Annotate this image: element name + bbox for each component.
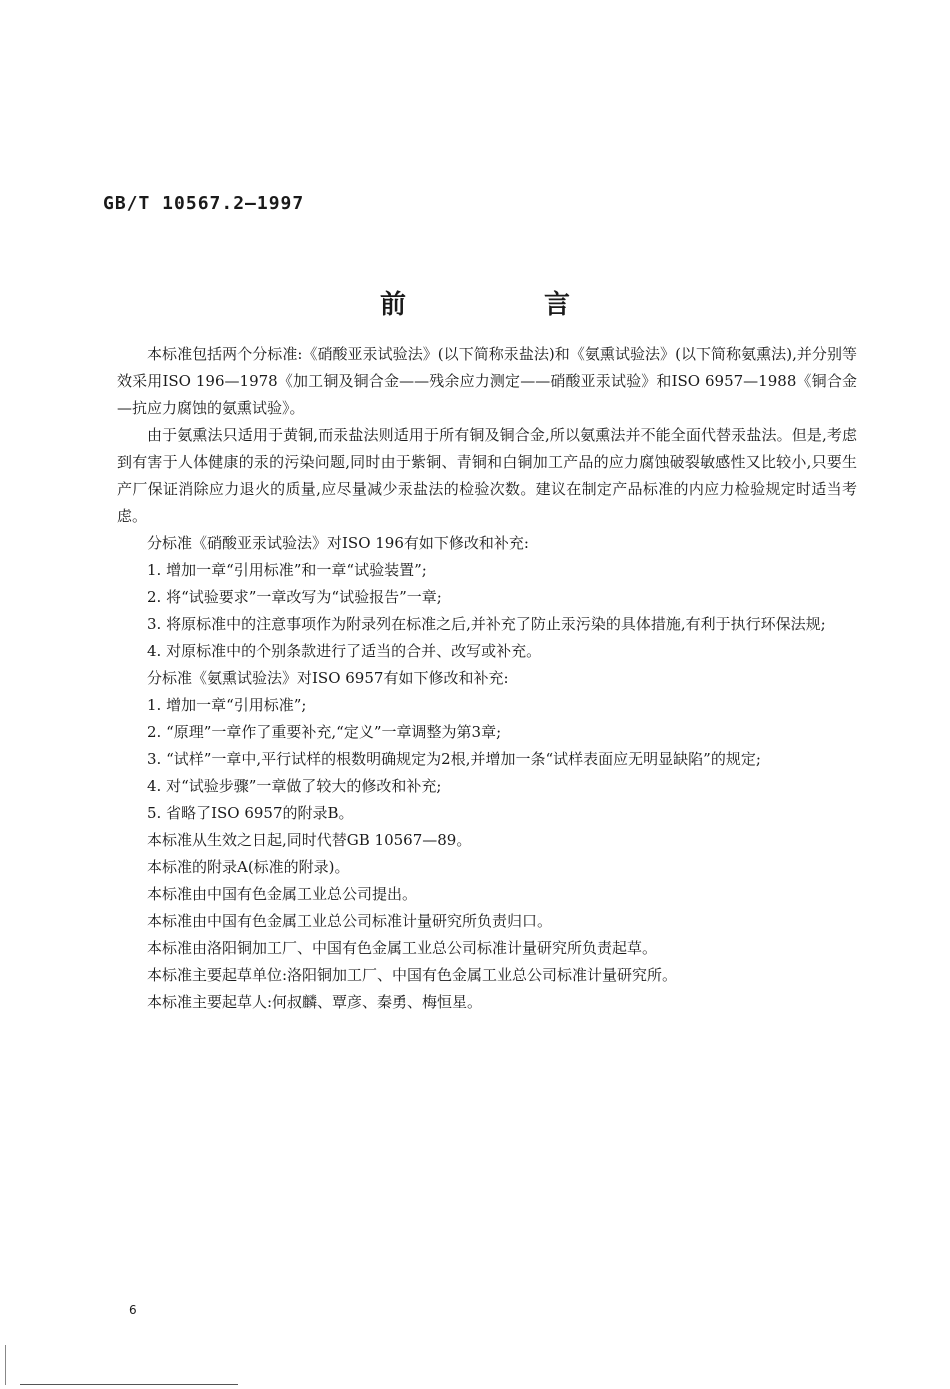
paragraph: 本标准包括两个分标准:《硝酸亚汞试验法》(以下简称汞盐法)和《氨熏试验法》(以下简称氨熏法),并分别等效采用ISO 196—1978《加工铜及铜合金——残余应力测定——硝酸亚汞试验》和ISO 6957—1988《铜合金—抗应力腐蚀的氨熏试验》。 <box>117 345 857 417</box>
paragraph: 本标准由中国有色金属工业总公司提出。 <box>147 885 418 903</box>
paragraph: 本标准由洛阳铜加工厂、中国有色金属工业总公司标准计量研究所负责起草。 <box>147 939 658 957</box>
list-item: 1. 增加一章“引用标准”; <box>147 696 307 714</box>
paragraph: 由于氨熏法只适用于黄铜,而汞盐法则适用于所有铜及铜合金,所以氨熏法并不能全面代替汞盐法。但是,考虑到有害于人体健康的汞的污染问题,同时由于紫铜、青铜和白铜加工产品的应力腐蚀破裂敏感性又比较小,只要生产厂保证消除应力退火的质量,应尽量减少汞盐法的检验次数。建议在制定产品标准的内应力检验规定时适当考虑。 <box>117 426 857 525</box>
scan-edge-line <box>20 1384 238 1385</box>
list-item: 1. 增加一章“引用标准”和一章“试验装置”; <box>147 561 427 579</box>
list-item: 2. “原理”一章作了重要补充,“定义”一章调整为第3章; <box>147 723 502 741</box>
paragraph: 本标准从生效之日起,同时代替GB 10567—89。 <box>147 831 472 849</box>
paragraph: 本标准的附录A(标准的附录)。 <box>147 858 350 876</box>
list-item: 3. “试样”一章中,平行试样的根数明确规定为2根,并增加一条“试样表面应无明显缺陷”的规定; <box>147 750 761 768</box>
scan-edge-mark <box>5 1345 6 1385</box>
list-item: 2. 将“试验要求”一章改写为“试验报告”一章; <box>147 588 442 606</box>
paragraph: 分标准《硝酸亚汞试验法》对ISO 196有如下修改和补充: <box>147 534 529 552</box>
list-item: 3. 将原标准中的注意事项作为附录列在标准之后,并补充了防止汞污染的具体措施,有利于执行环保法规; <box>147 615 826 633</box>
paragraph: 本标准由中国有色金属工业总公司标准计量研究所负责归口。 <box>147 912 553 930</box>
list-item: 4. 对原标准中的个别条款进行了适当的合并、改写或补充。 <box>147 642 542 660</box>
paragraph: 本标准主要起草单位:洛阳铜加工厂、中国有色金属工业总公司标准计量研究所。 <box>147 966 678 984</box>
page-number: 6 <box>129 1303 137 1317</box>
page-title: 前 言 <box>379 290 626 320</box>
list-item: 5. 省略了ISO 6957的附录B。 <box>147 804 354 822</box>
paragraph: 本标准主要起草人:何叔麟、覃彦、秦勇、梅恒星。 <box>147 993 483 1011</box>
list-item: 4. 对“试验步骤”一章做了较大的修改和补充; <box>147 777 442 795</box>
standard-code: GB/T 10567.2—1997 <box>103 193 305 214</box>
foreword-body <box>117 341 857 1016</box>
paragraph: 分标准《氨熏试验法》对ISO 6957有如下修改和补充: <box>147 669 509 687</box>
